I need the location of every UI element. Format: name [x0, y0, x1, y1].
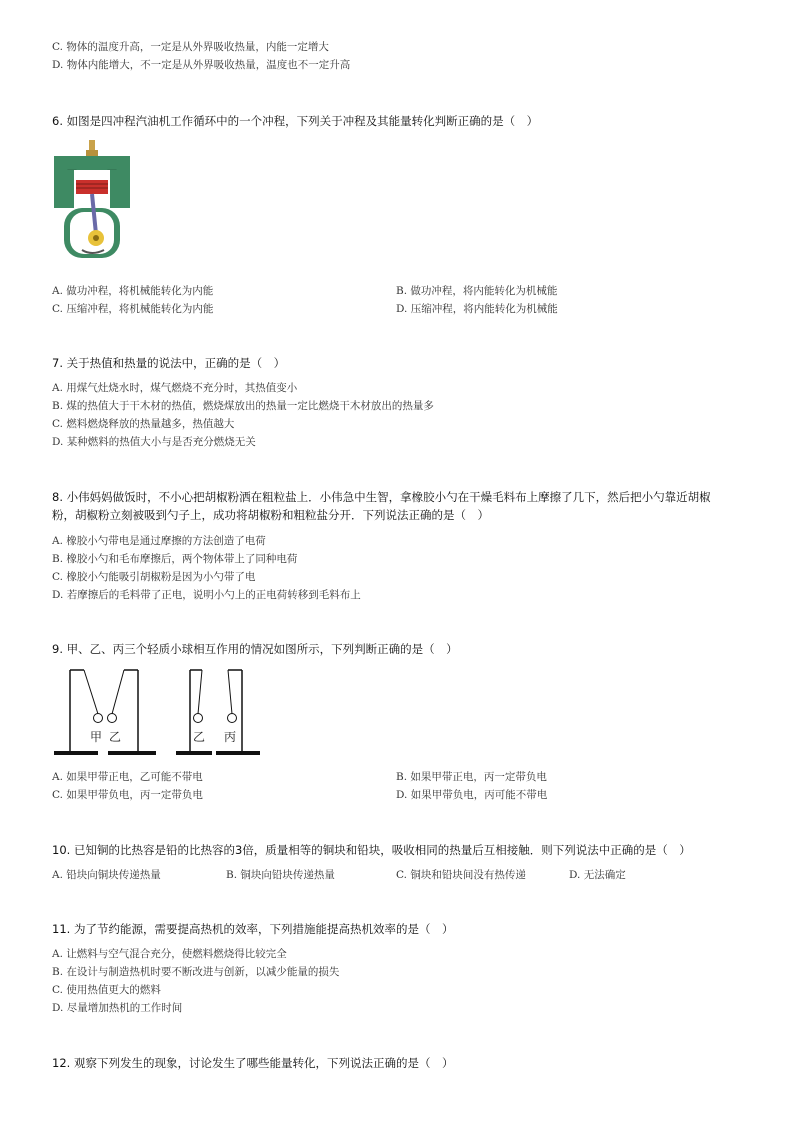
stand-base [108, 751, 156, 755]
stand-base [176, 751, 212, 755]
q6-question: 6. 如图是四冲程汽油机工作循环中的一个冲程，下列关于冲程及其能量转化判断正确的是（ ） [52, 114, 539, 128]
q10-option-b: B. 铜块向铅块传递热量 [226, 869, 335, 881]
label-bing: 丙 [224, 730, 237, 744]
q8-option-c: C. 橡胶小勺能吸引胡椒粉是因为小勺带了电 [52, 571, 256, 583]
q10-option-a: A. 铅块向铜块传递热量 [52, 869, 161, 881]
q9-option-d: D. 如果甲带负电，丙可能不带电 [396, 789, 548, 801]
label-yi-2: 乙 [193, 730, 206, 744]
charged-balls-diagram [52, 664, 264, 760]
q7-question: 7. 关于热值和热量的说法中，正确的是（ ） [52, 356, 286, 370]
q6-option-d: D. 压缩冲程，将内能转化为机械能 [396, 303, 558, 315]
q11-option-a: A. 让燃料与空气混合充分，使燃料燃烧得比较完全 [52, 948, 287, 960]
ball-jia [94, 714, 103, 723]
q9-option-c: C. 如果甲带负电，丙一定带负电 [52, 789, 203, 801]
stand-base [216, 751, 260, 755]
q11-option-d: D. 尽量增加热机的工作时间 [52, 1002, 183, 1014]
q10-option-c: C. 铜块和铅块间没有热传递 [396, 869, 526, 881]
q10-option-d: D. 无法确定 [569, 869, 626, 881]
q11-option-c: C. 使用热值更大的燃料 [52, 984, 161, 996]
cylinder-head [54, 156, 130, 170]
q11-option-b: B. 在设计与制造热机时要不断改进与创新，以减少能量的损失 [52, 966, 340, 978]
spark-plug [89, 140, 95, 150]
q9-question: 9. 甲、乙、丙三个轻质小球相互作用的情况如图所示，下列判断正确的是（ ） [52, 642, 458, 656]
q5-option-c: C. 物体的温度升高，一定是从外界吸收热量，内能一定增大 [52, 41, 329, 53]
q7-option-b: B. 煤的热值大于干木材的热值，燃烧煤放出的热量一定比燃烧干木材放出的热量多 [52, 400, 434, 412]
piston [76, 180, 108, 194]
charged-balls-figure [52, 664, 264, 760]
q9-option-a: A. 如果甲带正电，乙可能不带电 [52, 771, 203, 783]
q6-option-a: A. 做功冲程，将机械能转化为内能 [52, 285, 214, 297]
q7-option-c: C. 燃料燃烧释放的热量越多，热值越大 [52, 418, 235, 430]
q8-option-a: A. 橡胶小勺带电是通过摩擦的方法创造了电荷 [52, 535, 266, 547]
q8-question-line1: 8. 小伟妈妈做饭时，不小心把胡椒粉洒在粗粒盐上．小伟急中生智，拿橡胶小勺在干燥毛料布上摩擦了几下，然后把小勺靠近胡椒 [52, 490, 711, 504]
q10-question: 10. 已知铜的比热容是铅的比热容的3倍，质量相等的铜块和铅块，吸收相同的热量后互相接触．则下列说法中正确的是（ ） [52, 843, 691, 857]
q9-option-b: B. 如果甲带正电，丙一定带负电 [396, 771, 547, 783]
q8-question-line2: 粉，胡椒粉立刻被吸到勺子上，成功将胡椒粉和粗粒盐分开．下列说法正确的是（ ） [52, 508, 489, 522]
q8-option-d: D. 若摩擦后的毛料带了正电，说明小勺上的正电荷转移到毛料布上 [52, 589, 361, 601]
four-stroke-engine-diagram [52, 140, 132, 260]
ball-yi [108, 714, 117, 723]
q8-option-b: B. 橡胶小勺和毛布摩擦后，两个物体带上了同种电荷 [52, 553, 298, 565]
q11-question: 11. 为了节约能源，需要提高热机的效率，下列措施能提高热机效率的是（ ） [52, 922, 454, 936]
q5-option-d: D. 物体内能增大，不一定是从外界吸收热量，温度也不一定升高 [52, 59, 351, 71]
q6-option-b: B. 做功冲程，将内能转化为机械能 [396, 285, 558, 297]
label-jia: 甲 [90, 730, 103, 744]
engine-figure [52, 140, 132, 260]
ball-bing [228, 714, 237, 723]
label-yi: 乙 [109, 730, 122, 744]
stand-base [54, 751, 98, 755]
ball-yi-2 [194, 714, 203, 723]
q6-option-c: C. 压缩冲程，将机械能转化为内能 [52, 303, 214, 315]
q12-question: 12. 观察下列发生的现象，讨论发生了哪些能量转化，下列说法正确的是（ ） [52, 1056, 454, 1070]
q7-option-a: A. 用煤气灶烧水时，煤气燃烧不充分时，其热值变小 [52, 382, 298, 394]
q7-option-d: D. 某种燃料的热值大小与是否充分燃烧无关 [52, 436, 256, 448]
